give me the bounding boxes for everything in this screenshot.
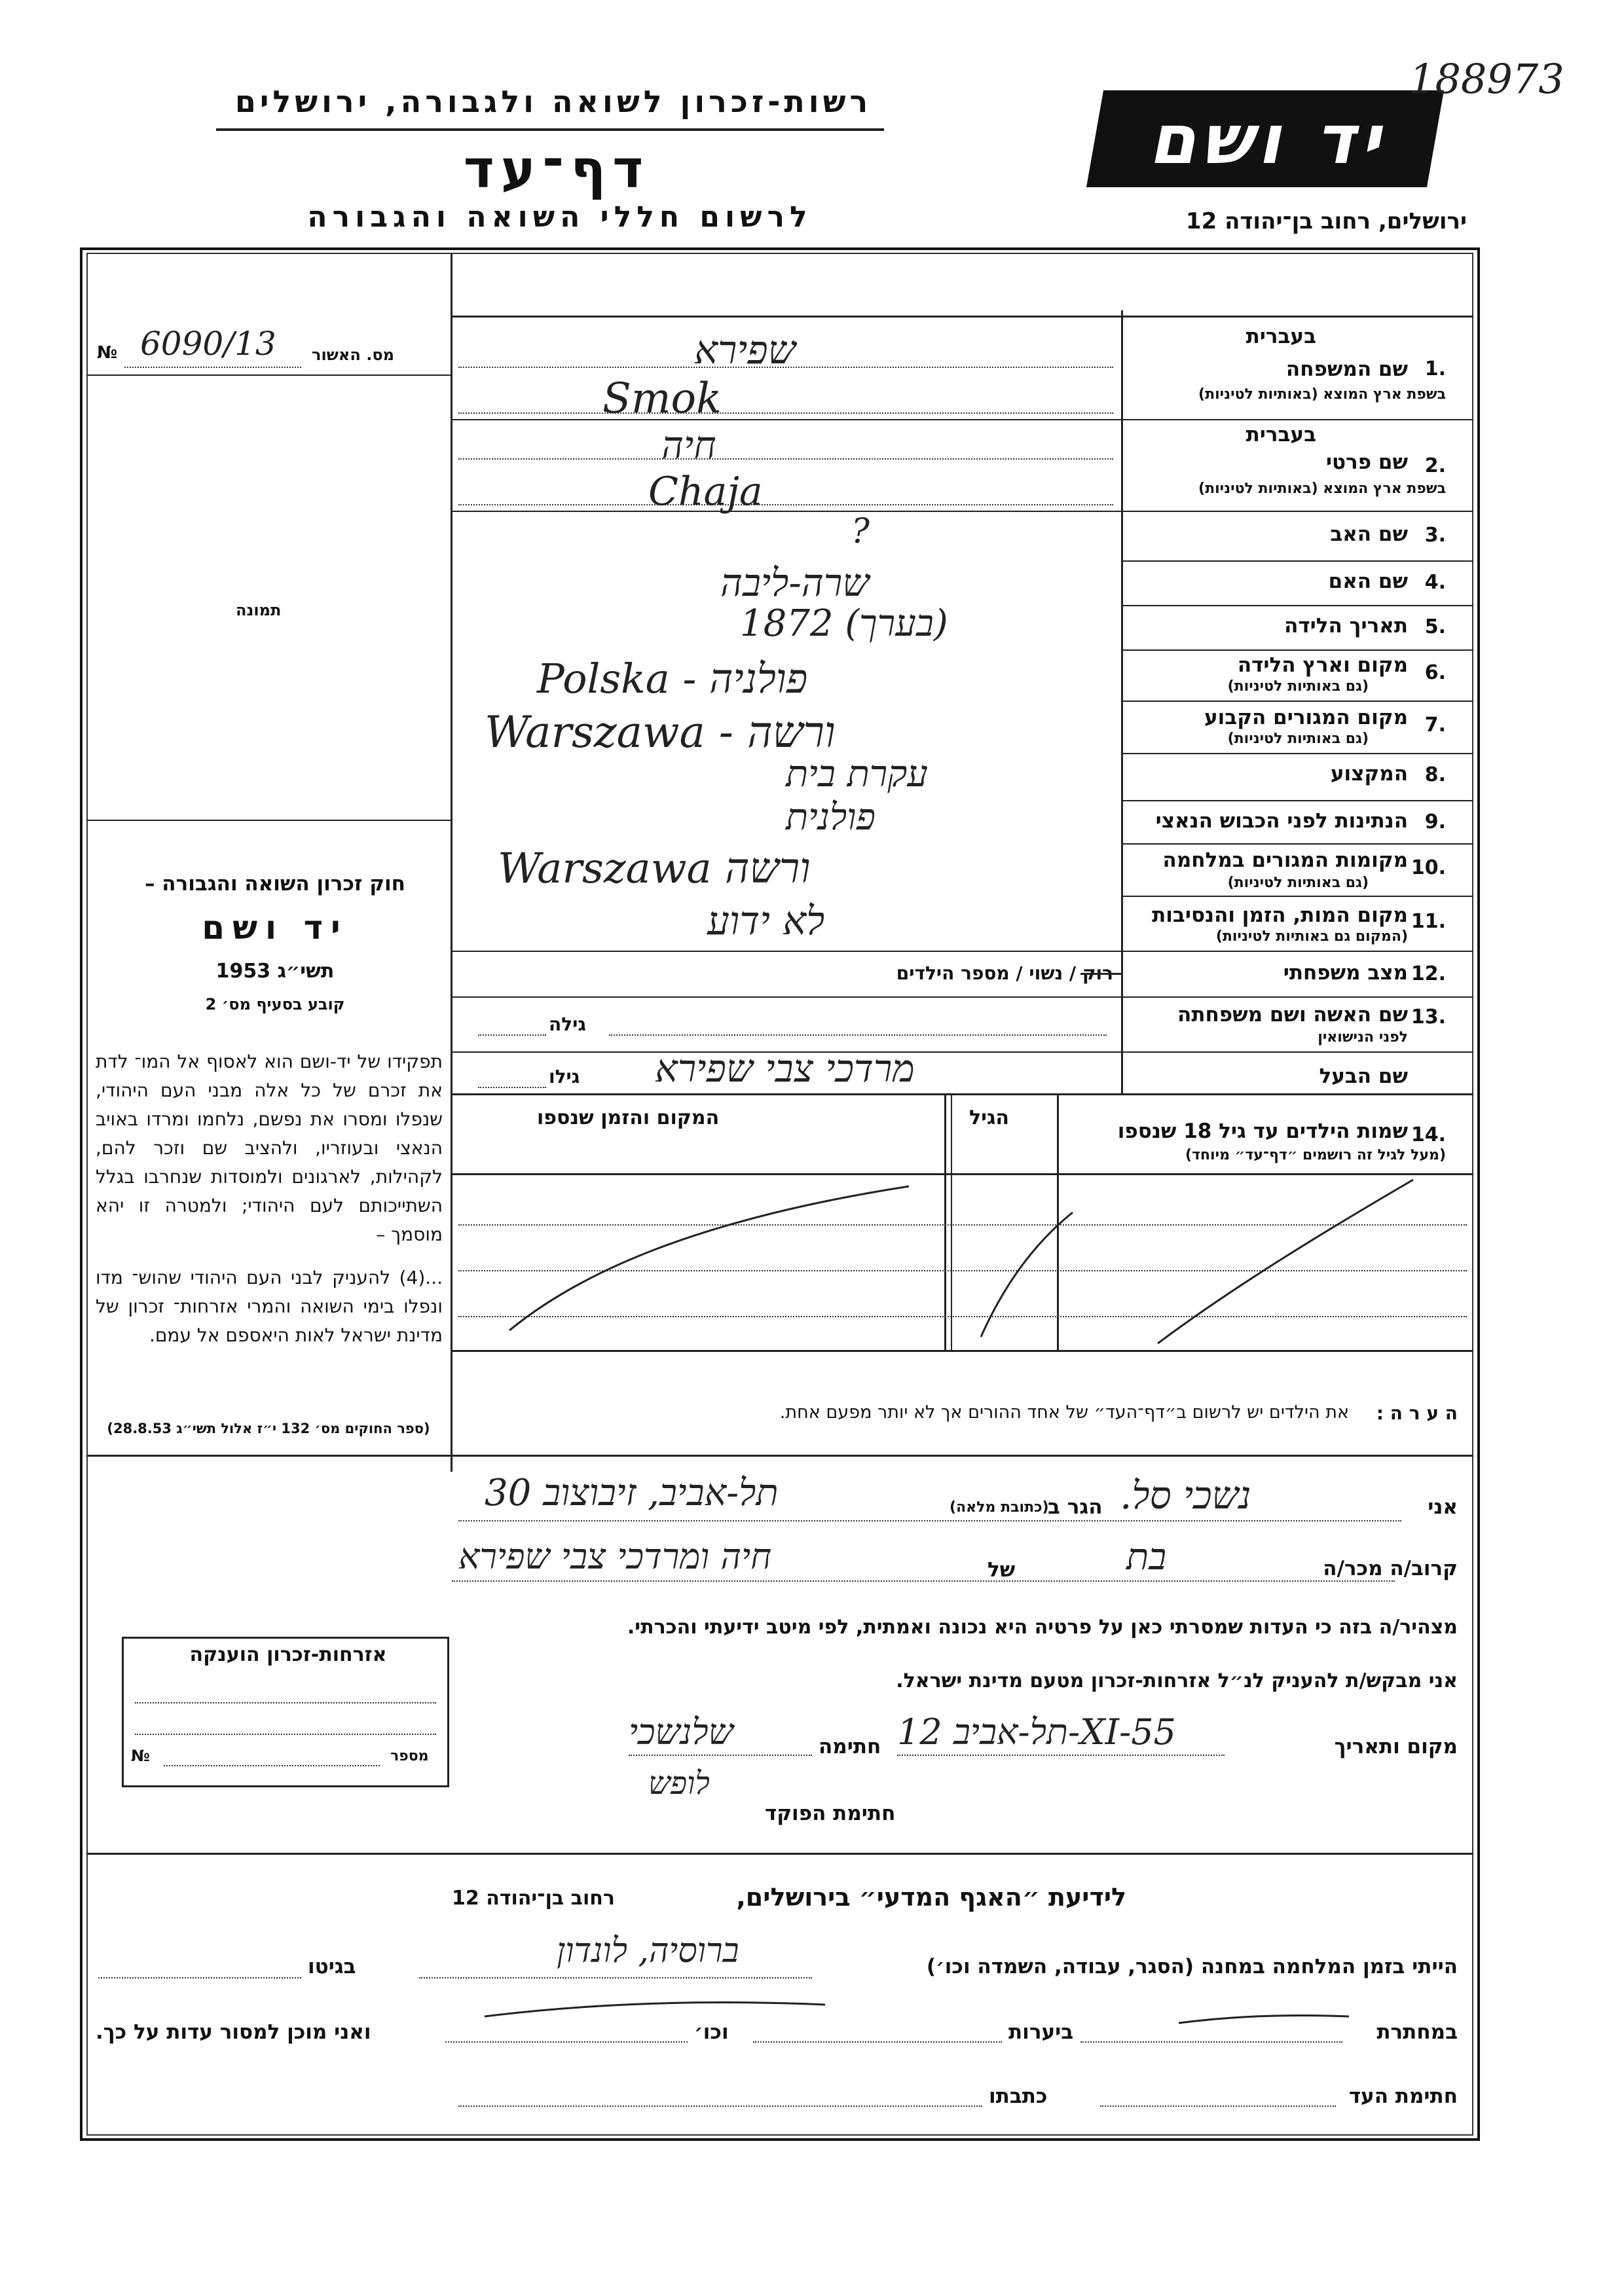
field-11-sub: (המקום גם באותיות לטיניות) bbox=[1215, 928, 1408, 945]
footer-line1-start: הייתי בזמן המלחמה במחנה (הסגר, עבודה, השמדה וכו׳) bbox=[926, 1955, 1458, 1978]
field-7-value: Warszawa - ורשה bbox=[485, 707, 836, 757]
field-5-label: תאריך הלידה bbox=[1284, 614, 1408, 638]
footer-line1-value: ברוסיה, לונדון bbox=[557, 1931, 739, 1971]
crossout-stroke-1 bbox=[509, 1186, 909, 1330]
approval-rule bbox=[86, 374, 451, 376]
field-9-value: פולנית bbox=[786, 796, 876, 839]
row-rule-3 bbox=[1121, 560, 1473, 562]
field-5-value: 1872 (בערך) bbox=[740, 602, 948, 645]
field-3-num: 3. bbox=[1424, 524, 1446, 547]
footer-line2-end: ואני מוכן למסור עדות על כך. bbox=[96, 2020, 371, 2044]
field-11-num: 11. bbox=[1411, 910, 1446, 933]
field-8-num: 8. bbox=[1424, 763, 1446, 786]
husband-label: שם הבעל bbox=[1319, 1065, 1408, 1088]
field-11-label: מקום המות, הזמן והנסיבות bbox=[1152, 903, 1408, 927]
field-4-num: 4. bbox=[1424, 571, 1446, 594]
footer-line1-end: בגיטו bbox=[308, 1955, 356, 1978]
declarant-relation: בת bbox=[1126, 1536, 1167, 1578]
value-line-1b bbox=[458, 412, 1113, 414]
footer-line2-a: במחתרת bbox=[1376, 2020, 1458, 2044]
row-rule-8 bbox=[1121, 800, 1473, 801]
law-name: יד ושם bbox=[202, 909, 348, 947]
approval-label: מס. האשור bbox=[312, 346, 394, 364]
footer-line3-a: חתימת העד bbox=[1348, 2085, 1458, 2108]
row-rule-12 bbox=[451, 996, 1473, 998]
signature-value: שלנשכי bbox=[629, 1711, 733, 1753]
field-13-num: 13. bbox=[1411, 1006, 1446, 1029]
field-7-num: 7. bbox=[1424, 714, 1446, 737]
field-1-label: שם המשפחה bbox=[1285, 357, 1408, 381]
field-3-value: ? bbox=[851, 512, 870, 551]
citizenship-line-1 bbox=[135, 1702, 436, 1704]
field-13-sub: לפני הנישואין bbox=[1318, 1029, 1408, 1046]
field-1-num: 1. bbox=[1424, 357, 1446, 380]
citizenship-number-label: מספר bbox=[390, 1748, 429, 1764]
declarant-ani-label: אני bbox=[1428, 1495, 1458, 1519]
declarant-address: תל-אביב, זיבוצוב 30 bbox=[485, 1472, 779, 1514]
field-6-label: מקום וארץ הלידה bbox=[1237, 653, 1408, 677]
field-2-value-latin: Chaja bbox=[648, 469, 763, 515]
top-row-rule bbox=[451, 316, 1473, 318]
crossout-stroke-2 bbox=[981, 1212, 1073, 1337]
field-12-label: מצב משפחתי bbox=[1283, 961, 1408, 985]
field-12-num: 12. bbox=[1411, 962, 1446, 985]
field-13-age-label: גילה bbox=[549, 1013, 586, 1035]
field-8-value: עקרת בית bbox=[786, 753, 928, 795]
footer-title: לידיעת ״האגף המדעי״ בירושלים, bbox=[736, 1883, 1126, 1912]
note-rule bbox=[86, 1455, 1473, 1457]
field-2-value-he: חיה bbox=[661, 423, 716, 467]
form-subtitle: לרשום חללי השואה והגבורה bbox=[307, 200, 813, 234]
footer-address: רחוב בן־יהודה 12 bbox=[452, 1887, 615, 1910]
footer-line3-dots-1 bbox=[1100, 2105, 1336, 2107]
footer-line3-b: כתבתו bbox=[989, 2085, 1048, 2108]
children-sub: (מעל לגיל זה רושמים ״דף־עד״ מיוחד) bbox=[1185, 1147, 1446, 1163]
row-rule-9 bbox=[1121, 843, 1473, 845]
field-10-label: מקומות המגורים במלחמה bbox=[1162, 848, 1408, 872]
approval-line bbox=[124, 367, 301, 368]
husband-age-line bbox=[478, 1087, 546, 1088]
husband-age-label: גילו bbox=[549, 1066, 580, 1087]
approval-value: 6090/13 bbox=[140, 325, 276, 363]
declarant-line-2 bbox=[452, 1580, 1395, 1582]
row-rule-11 bbox=[451, 951, 1473, 952]
signature-line bbox=[629, 1755, 812, 1756]
declaration-text: מצהיר/ה בזה כי העדות שמסרתי כאן על פרטיה היא נכונה ואמתית, לפי מיטב ידיעתי והכרתי. bbox=[627, 1616, 1458, 1639]
field-9-label: הנתינות לפני הכבוש הנאצי bbox=[1155, 809, 1408, 833]
row-rule-14 bbox=[451, 1093, 1473, 1095]
children-place-header: המקום והזמן שנספו bbox=[537, 1106, 720, 1129]
place-date-line bbox=[897, 1755, 1225, 1756]
photo-label: תמונה bbox=[236, 601, 282, 619]
declarant-of-value: חיה ומרדכי צבי שפירא bbox=[458, 1536, 772, 1577]
footer-line1-dots bbox=[419, 1977, 812, 1978]
field-9-num: 9. bbox=[1424, 811, 1446, 833]
photo-rule bbox=[86, 820, 451, 821]
label-column-divider bbox=[1121, 310, 1123, 1093]
footer-line2-c: וכו׳ bbox=[694, 2020, 729, 2044]
declarant-resides-label: הגר ב bbox=[1048, 1495, 1103, 1519]
declarant-name: נשכי סל. bbox=[1120, 1473, 1251, 1518]
children-bottom-rule bbox=[451, 1350, 1473, 1352]
children-label: שמות הילדים עד גיל 18 שנספו bbox=[1117, 1120, 1408, 1143]
header-rule bbox=[216, 128, 884, 131]
officer-signature: לופש bbox=[648, 1765, 710, 1802]
note-label: ה ע ר ה : bbox=[1376, 1402, 1458, 1424]
footer-line3-dots-2 bbox=[458, 2105, 982, 2107]
place-date-label: מקום ותאריך bbox=[1334, 1735, 1458, 1758]
authority-title: רשות-זכרון לשואה ולגבורה, ירושלים bbox=[234, 84, 872, 119]
field-7-sub: (גם באותיות לטיניות) bbox=[1227, 731, 1369, 747]
field-11-value: לא ידוע bbox=[707, 898, 825, 944]
field-2-num: 2. bbox=[1424, 454, 1446, 477]
footer-line2-b: ביערות bbox=[1008, 2020, 1074, 2044]
law-year: תשי״ג 1953 bbox=[215, 960, 335, 983]
row-rule-5 bbox=[1121, 649, 1473, 651]
row-rule-4 bbox=[1121, 605, 1473, 606]
declarant-of-label: של bbox=[987, 1558, 1016, 1582]
field-13-name-line bbox=[609, 1034, 1107, 1036]
field-8-label: המקצוע bbox=[1330, 762, 1408, 786]
row-rule-6 bbox=[1121, 701, 1473, 702]
field-12-strike bbox=[1080, 973, 1122, 975]
header-address: ירושלים, רחוב בן־יהודה 12 bbox=[1185, 208, 1467, 234]
law-title: חוק זכרון השואה והגבורה – bbox=[145, 872, 405, 896]
citizenship-line-3 bbox=[164, 1765, 380, 1766]
declarant-address-hint: (כתובת מלאה) bbox=[950, 1499, 1049, 1516]
field-5-num: 5. bbox=[1424, 615, 1446, 638]
field-7-label: מקום המגורים הקבוע bbox=[1204, 706, 1408, 729]
law-text-1: תפקידו של יד-ושם הוא לאסוף אל המו־ לדת את זכרם של כל אלה מבני העם היהודי, שנפלו ומסרו את נפשם, נלחמו ומרדו באויב הנאצי ובעוזריו, ולהציב שם וזכר להם, לקהילות, לארגונים ולמוסדות שנחרבו בגלל השתייכותם לעם היהודי; ולמטרה זו יהא מוסמך – bbox=[96, 1051, 443, 1245]
footer-line1-dots-2 bbox=[98, 1977, 301, 1978]
field-10-sub: (גם באותיות לטיניות) bbox=[1227, 875, 1369, 891]
field-4-value: שרה-ליבה bbox=[720, 560, 870, 605]
declarant-line-1 bbox=[458, 1520, 1401, 1522]
row-rule-10 bbox=[1121, 896, 1473, 897]
field-2-top-label: בעברית bbox=[1246, 423, 1316, 446]
place-date-value: תל-אביב 12-XI-55 bbox=[897, 1711, 1176, 1753]
field-1-sub: בשפת ארץ המוצא (באותיות לטיניות) bbox=[1198, 386, 1446, 403]
children-num: 14. bbox=[1411, 1123, 1446, 1146]
field-2-sub: בשפת ארץ המוצא (באותיות לטיניות) bbox=[1198, 481, 1446, 497]
field-13-age-line bbox=[478, 1034, 546, 1036]
law-clause: קובע בסעיף מס׳ 2 bbox=[205, 995, 345, 1013]
citizenship-line-2 bbox=[135, 1734, 436, 1735]
footer-rule bbox=[86, 1853, 1473, 1855]
crossout-stroke-3 bbox=[1158, 1180, 1413, 1343]
declarant-relation-label: קרוב/ה מכר/ה bbox=[1323, 1557, 1458, 1580]
field-3-label: שם האב bbox=[1330, 522, 1408, 546]
logo-text: יד ושם bbox=[1149, 100, 1386, 179]
field-4-label: שם האם bbox=[1328, 570, 1408, 593]
value-line-2b bbox=[458, 504, 1113, 505]
form-title: דף־עד bbox=[463, 139, 650, 200]
citizenship-title: אזרחות-זכרון הוענקה bbox=[189, 1643, 387, 1666]
field-6-num: 6. bbox=[1424, 661, 1446, 684]
row-rule-7 bbox=[1121, 753, 1473, 754]
children-age-header: הגיל bbox=[969, 1106, 1009, 1129]
note-text: את הילדים יש לרשום ב״דף־העד״ של אחד ההורים אך לא יותר מפעם אחת. bbox=[779, 1402, 1349, 1423]
footer-crossout-stroke-1 bbox=[485, 2003, 825, 2016]
row-rule-13 bbox=[451, 1051, 1473, 1053]
field-12-options: רוק / נשוי / מספר הילדים bbox=[896, 962, 1113, 984]
field-1-value-he: שפירא bbox=[694, 327, 796, 373]
citizenship-number-sign: № bbox=[131, 1747, 150, 1765]
field-6-value: Polska - פולניה bbox=[537, 655, 808, 702]
law-source: (ספר החוקים מס׳ 132 י״ז אלול תשי״ג 28.8.53) bbox=[107, 1421, 430, 1436]
field-13-label: שם האשה ושם משפחתה bbox=[1177, 1003, 1408, 1027]
footer-crossout-stroke-2 bbox=[1179, 2015, 1349, 2023]
field-2-label: שם פרטי bbox=[1325, 450, 1408, 474]
approval-no-sign: № bbox=[97, 343, 118, 363]
footer-crossout bbox=[458, 1990, 1408, 2043]
field-6-sub: (גם באותיות לטיניות) bbox=[1227, 678, 1369, 695]
field-1-top-label: בעברית bbox=[1246, 325, 1316, 348]
husband-value: מרדכי צבי שפירא bbox=[655, 1046, 915, 1091]
officer-label: חתימת הפוקד bbox=[765, 1802, 896, 1825]
field-10-num: 10. bbox=[1411, 856, 1446, 879]
value-line-2a bbox=[458, 458, 1113, 460]
signature-label: חתימה bbox=[819, 1735, 881, 1758]
children-crossout bbox=[451, 1173, 1473, 1350]
field-1-value-latin: Smok bbox=[602, 374, 722, 423]
request-text: אני מבקש/ת להעניק לנ״ל אזרחות-זכרון מטעם מדינת ישראל. bbox=[896, 1669, 1458, 1692]
field-10-value: Warszawa ורשה bbox=[498, 845, 811, 893]
row-rule-2 bbox=[451, 511, 1473, 512]
corner-number: 188973 bbox=[1409, 55, 1564, 103]
law-text-2: ...(4) להעניק לבני העם היהודי שהוש־ מדו ונפלו בימי השואה והמרי אזרחות־ זכרון של מדינת ישראל לאות היאספם אל עמם. bbox=[96, 1267, 443, 1346]
